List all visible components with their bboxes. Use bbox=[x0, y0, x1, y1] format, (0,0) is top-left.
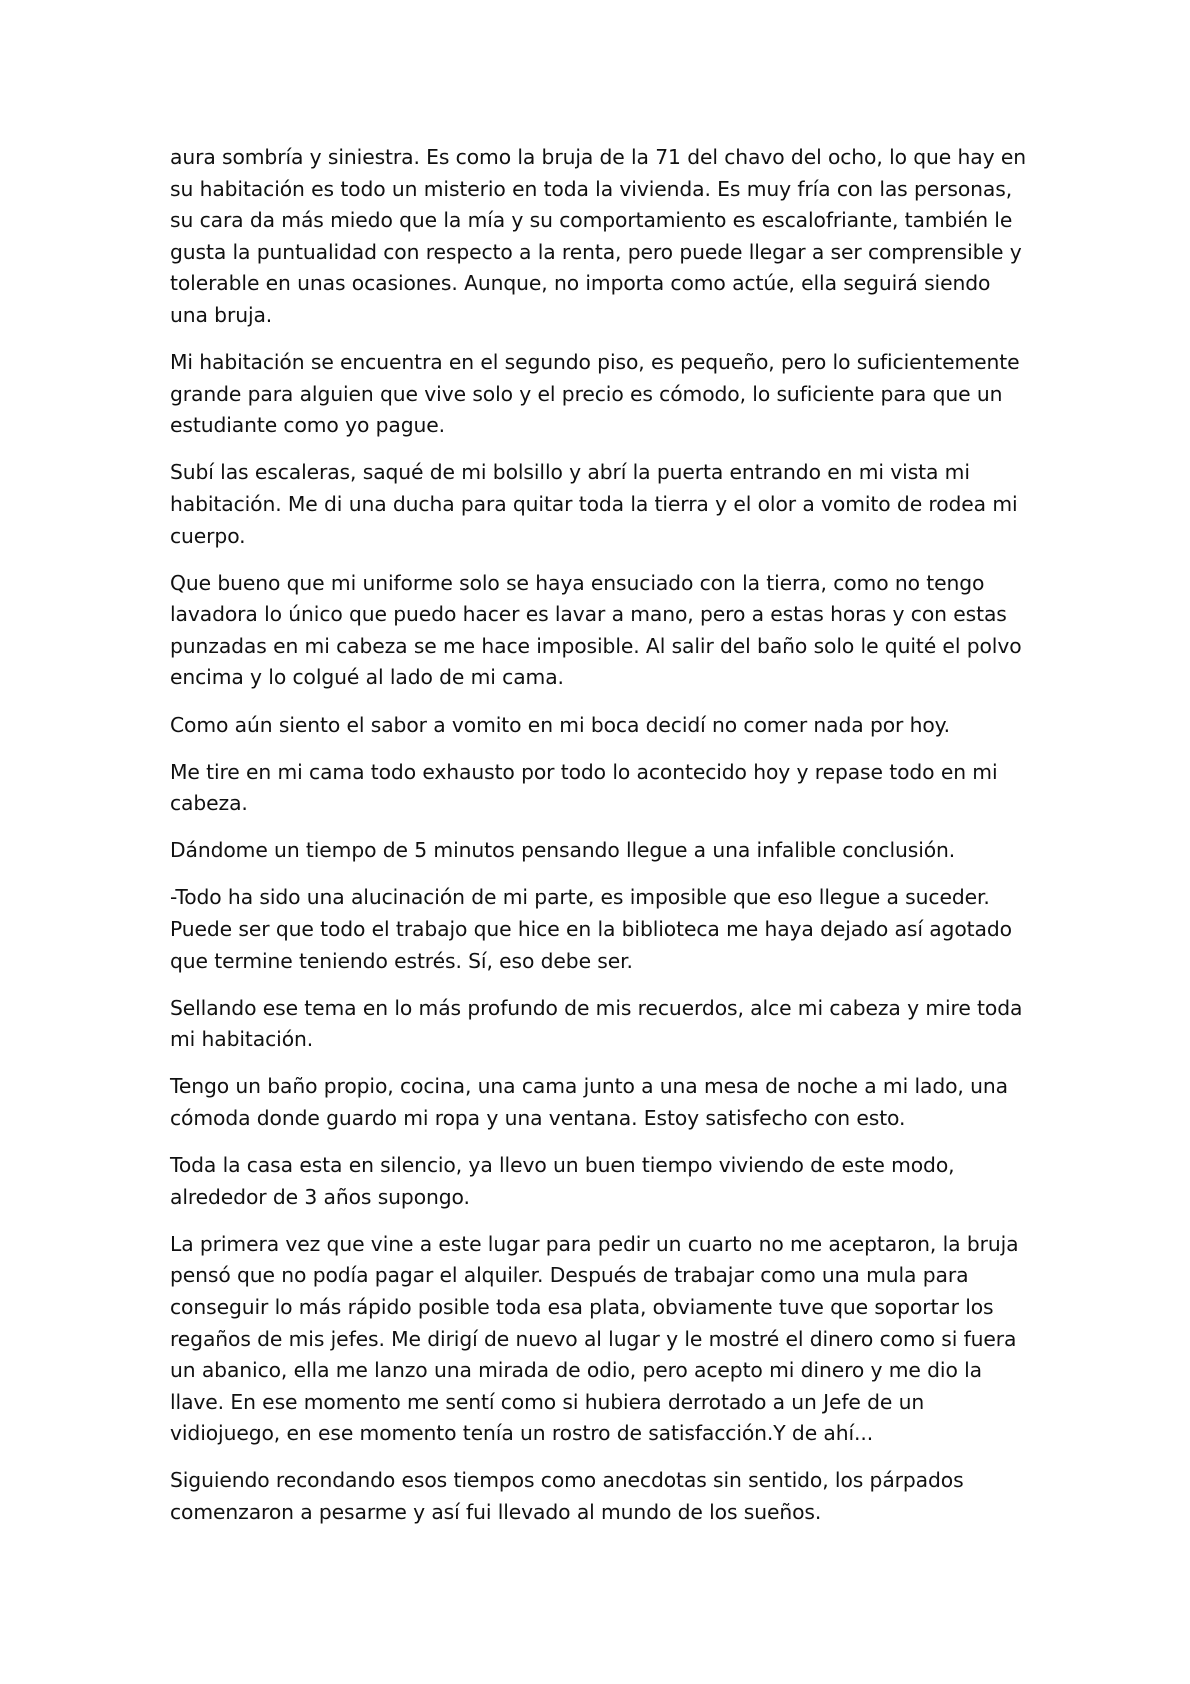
paragraph-13: Siguiendo recondando esos tiempos como anecdotas sin sentido, los párpados comenzaron a pesarme y así fui llevado al mundo de los sueños. bbox=[170, 1468, 964, 1524]
paragraph-11: Toda la casa esta en silencio, ya llevo un buen tiempo viviendo de este modo, alrededor de 3 años supongo. bbox=[170, 1153, 955, 1209]
paragraph-5: Como aún siento el sabor a vomito en mi boca decidí no comer nada por hoy. bbox=[170, 712, 951, 737]
paragraph-10: Tengo un baño propio, cocina, una cama junto a una mesa de noche a mi lado, una cómoda donde guardo mi ropa y una ventana. Estoy satisfecho con esto. bbox=[170, 1074, 1008, 1130]
document-body bbox=[170, 142, 1028, 1544]
paragraph-7: Dándome un tiempo de 5 minutos pensando llegue a una infalible conclusión. bbox=[170, 838, 956, 863]
paragraph-3: Subí las escaleras, saqué de mi bolsillo y abrí la puerta entrando en mi vista mi habitación. Me di una ducha para quitar toda la tierra y el olor a vomito de rodea mi cuerpo. bbox=[170, 460, 1018, 548]
paragraph-12: La primera vez que vine a este lugar para pedir un cuarto no me aceptaron, la bruja pensó que no podía pagar el alquiler. Después de trabajar como una mula para conseguir lo más rápido posible toda esa plata, obviamente tuve que soportar los regaños de mis jefes. Me dirigí de nuevo al lugar y le mostré el dinero como si fuera un abanico, ella me lanzo una mirada de odio, pero acepto mi dinero y me dio la llave. En ese momento me sentí como si hubiera derrotado a un Jefe de un vidiojuego, en ese momento tenía un rostro de satisfacción.Y de ahí... bbox=[170, 1231, 1019, 1446]
paragraph-6: Me tire en mi cama todo exhausto por todo lo acontecido hoy y repase todo en mi cabeza. bbox=[170, 759, 998, 816]
paragraph-1: aura sombría y siniestra. Es como la bruja de la 71 del chavo del ocho, lo que hay en su habitación es todo un misterio en toda la vivienda. Es muy fría con las personas, su cara da más miedo que la mía y su comportamiento es escalofriante, también le gusta la puntualidad con respecto a la renta, pero puede llegar a ser comprensible y tolerable en unas ocasiones. Aunque, no importa como actúe, ella seguirá siendo una bruja. bbox=[170, 145, 1026, 327]
paragraph-9: Sellando ese tema en lo más profundo de mis recuerdos, alce mi cabeza y mire toda mi habitación. bbox=[170, 995, 1023, 1052]
paragraph-4: Que bueno que mi uniforme solo se haya ensuciado con la tierra, como no tengo lavadora lo único que puedo hacer es lavar a mano, pero a estas horas y con estas punzadas en mi cabeza se me hace imposible. Al salir del baño solo le quité el polvo encima y lo colgué al lado de mi cama. bbox=[170, 570, 1022, 690]
paragraph-2: Mi habitación se encuentra en el segundo piso, es pequeño, pero lo suficientemente grande para alguien que vive solo y el precio es cómodo, lo suficiente para que un estudiante como yo pague. bbox=[170, 350, 1020, 438]
paragraph-8: -Todo ha sido una alucinación de mi parte, es imposible que eso llegue a suceder. Puede ser que todo el trabajo que hice en la biblioteca me haya dejado así agotado que termine teniendo estrés. Sí, eso debe ser. bbox=[170, 885, 1012, 973]
